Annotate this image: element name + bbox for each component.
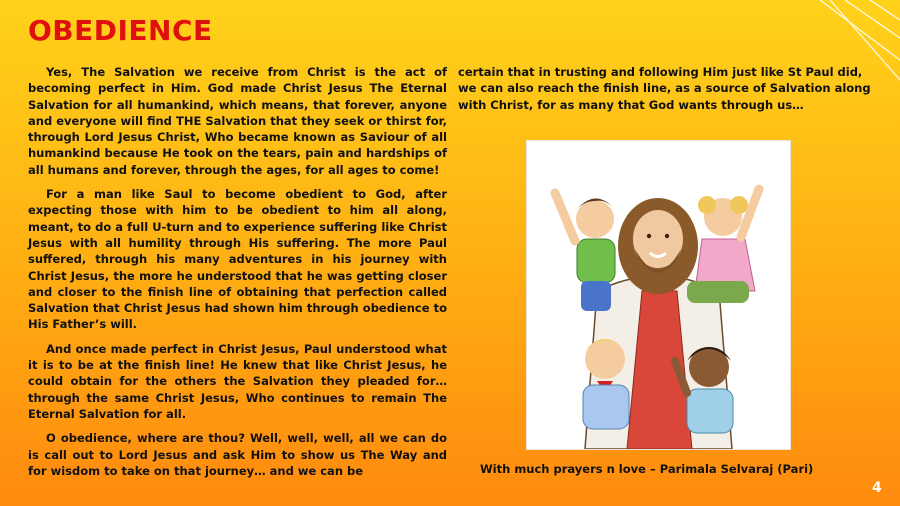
right-text-column — [458, 64, 878, 113]
paragraph-saul: For a man like Saul to become obedient to God, after expecting those with him to be obedient to him all along, meant, to do a full U-turn and to experience suffering like Christ Jesus with all humility through His suffering. The more Paul suffered, through his many adventures in his journey with Christ Jesus, the more he understood that he was getting closer and closer to the finish line of obtaining that perfection called Salvation that Christ Jesus had shown him through obedience to His Father’s will. — [28, 187, 447, 332]
left-text-column — [28, 64, 447, 487]
signature: With much prayers n love – Parimala Selvaraj (Pari) — [480, 462, 814, 476]
paragraph-continuation: certain that in trusting and following Him just like St Paul did, we can also reach the finish line, as a source of Salvation along with Christ, for as many that God wants through us… — [458, 65, 871, 112]
jesus-with-children-illustration — [526, 140, 791, 450]
page-number: 4 — [872, 480, 882, 496]
slide-title: OBEDIENCE — [28, 14, 213, 47]
paragraph-salvation: Yes, The Salvation we receive from Christ is the act of becoming perfect in Him. God made Christ Jesus The Eternal Salvation for all humankind, which means, that forever, anyone and everyone will find THE Salvation that they seek or thirst for, through Lord Jesus Christ, Who became known as Saviour of all humankind because He took on the tears, pain and hardships of all humans and forever, through the ages, for all ages to come! — [28, 65, 447, 177]
paragraph-finish-line: And once made perfect in Christ Jesus, Paul understood what it is to be at the finish line! He knew that like Christ Jesus, he could obtain for the others the Salvation they pleaded for… through the same Christ Jesus, Who continues to remain The Eternal Salvation for all. — [28, 341, 447, 421]
paragraph-obedience: O obedience, where are thou? Well, well, well, all we can do is call out to Lord Jesus and ask Him to show us The Way and for wisdom to take on that journey… and we can be — [28, 431, 447, 478]
